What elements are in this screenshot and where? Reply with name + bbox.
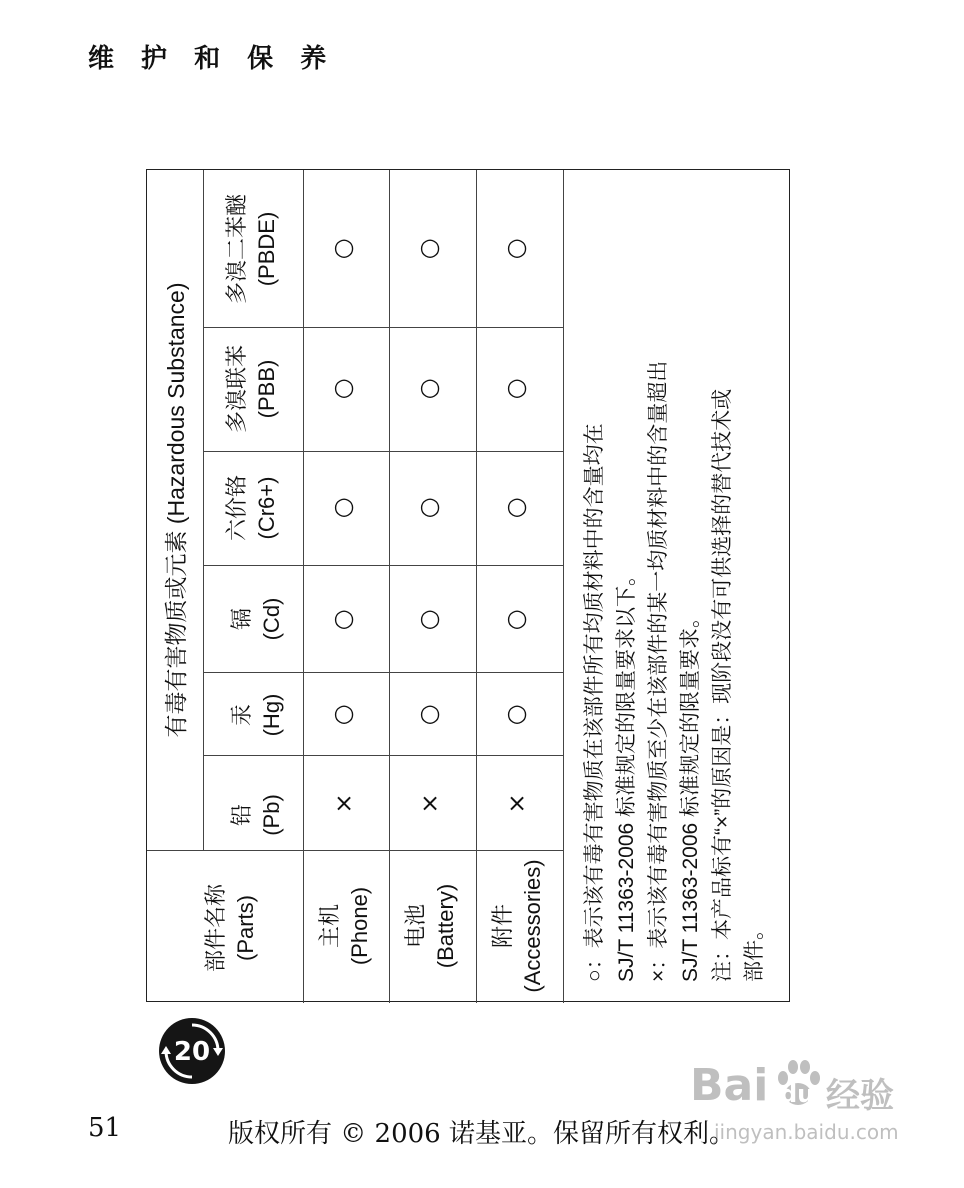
table-notes (579, 174, 775, 982)
mark-accessories-cr6: ○ (506, 492, 528, 520)
substance-header-cd: 镉 (Cd) (229, 597, 284, 641)
mark-phone-pbde: ○ (333, 233, 355, 261)
mark-accessories-cd: ○ (506, 604, 528, 632)
page-number: 51 (88, 1113, 122, 1143)
mark-battery-cd: ○ (419, 604, 441, 632)
copyright-notice: 版权所有 © 2006 诺基亚。保留所有权利。 (228, 1119, 735, 1149)
mark-battery-hg: ○ (419, 699, 441, 727)
mark-phone-pb: × (333, 789, 355, 817)
mark-accessories-pbb: ○ (506, 373, 528, 401)
badge-number: 20 (173, 1037, 211, 1067)
epup-20-icon (156, 1010, 228, 1092)
substance-header-pbb: 多溴联苯 (PBB) (224, 345, 279, 434)
substance-header-pbde: 多溴二苯醚 (PBDE) (224, 194, 279, 305)
watermark-url: jingyan.baidu.com (714, 1120, 899, 1144)
mark-accessories-hg: ○ (506, 699, 528, 727)
part-name-battery: 电池 (Battery) (403, 883, 458, 969)
hazardous-substance-table (146, 169, 790, 1002)
mark-phone-cr6: ○ (333, 492, 355, 520)
mark-phone-hg: ○ (333, 699, 355, 727)
watermark-cn: 经验 (826, 1076, 894, 1116)
page-header: 维 护 和 保 养 (88, 44, 336, 74)
note-line: 注：本产品标有“×”的原因是：现阶段没有可供选择的替代技术或 (711, 388, 734, 982)
mark-battery-pbde: ○ (419, 233, 441, 261)
watermark-brand: Bai (690, 1060, 769, 1111)
mark-battery-pbb: ○ (419, 373, 441, 401)
note-line: SJ/T 11363-2006 标准规定的限量要求以下。 (615, 564, 638, 982)
watermark-brand-du: du (780, 1080, 815, 1108)
parts-column-header: 部件名称 (Parts) (203, 884, 258, 973)
note-line: ×：表示该有毒有害物质至少在该部件的某一均质材料中的含量超出 (647, 360, 670, 982)
mark-phone-pbb: ○ (333, 373, 355, 401)
mark-accessories-pbde: ○ (506, 233, 528, 261)
substance-header-cr6: 六价铬 (Cr6+) (224, 475, 279, 542)
substance-header-pb: 铅 (Pb) (229, 794, 284, 836)
part-name-phone: 主机 (Phone) (317, 886, 372, 966)
substance-header-hg: 汞 (Hg) (229, 693, 284, 737)
mark-accessories-pb: × (506, 789, 528, 817)
note-line: 部件。 (743, 919, 766, 982)
note-line: ○：表示该有毒有害物质在该部件所有均质材料中的含量均在 (583, 423, 606, 982)
note-line: SJ/T 11363-2006 标准规定的限量要求。 (679, 606, 702, 982)
part-name-accessories: 附件 (Accessories) (490, 859, 545, 993)
mark-phone-cd: ○ (333, 604, 355, 632)
mark-battery-cr6: ○ (419, 492, 441, 520)
group-title: 有毒有害物质或元素 (Hazardous Substance) (163, 282, 189, 738)
mark-battery-pb: × (419, 789, 441, 817)
